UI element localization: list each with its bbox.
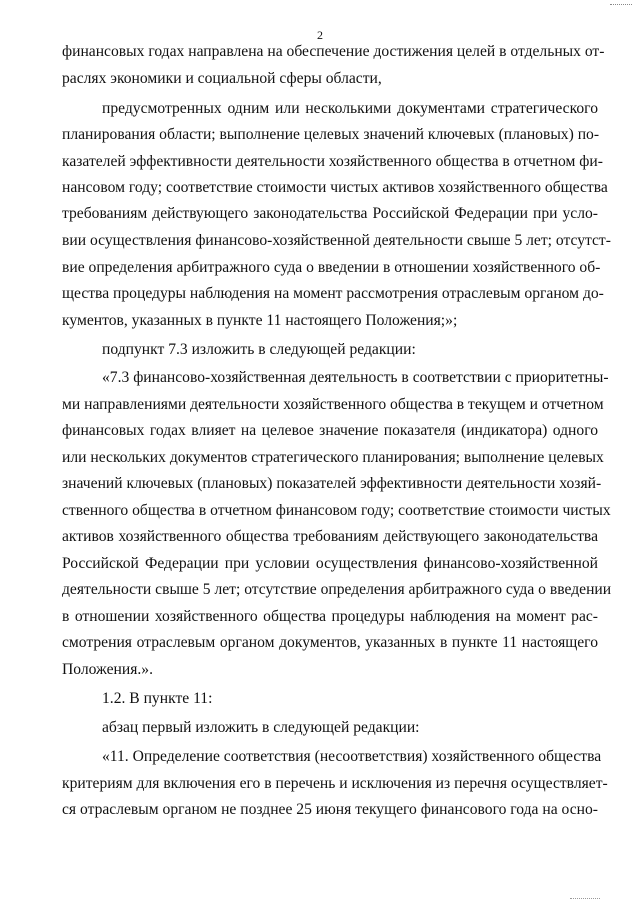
scan-bottom-mark [570, 894, 600, 899]
text-line: «11. Определение соответствия (несоответствия) хозяйственного общества [102, 748, 602, 765]
text-line: финансовых годах направлена на обеспечение достижения целей в отдельных от- [62, 43, 605, 60]
text-line: абзац первый изложить в следующей редакции: [102, 719, 420, 736]
text-line: вие определения арбитражного суда о введении в отношении хозяйственного об- [62, 259, 601, 276]
text-line: нансовом году; соответствие стоимости чистых активов хозяйственного общества [62, 179, 608, 196]
text-line: или нескольких документов стратегического планирования; выполнение целевых [62, 449, 604, 466]
scan-corner-mark [610, 0, 632, 5]
text-line: ся отраслевым органом не позднее 25 июня текущего финансового года на осно- [62, 801, 598, 818]
text-line: в отношении хозяйственного общества процедуры наблюдения на момент рас- [62, 608, 598, 625]
text-line: финансовых годах влияет на целевое значение показателя (индикатора) одного [62, 422, 598, 439]
text-line: требованиям действующего законодательства Российской Федерации при усло- [62, 205, 598, 222]
text-line: активов хозяйственного общества требованиям действующего законодательства [62, 528, 598, 545]
text-line: смотрения отраслевым органом документов, указанных в пункте 11 настоящего [62, 634, 598, 651]
text-line: казателей эффективности деятельности хозяйственного общества в отчетном фи- [62, 153, 603, 170]
text-line: «7.3 финансово-хозяйственная деятельность в соответствии с приоритетны- [102, 369, 609, 386]
text-line: критериям для включения его в перечень и исключения из перечня осуществляет- [62, 775, 608, 792]
text-line: Российской Федерации при условии осуществления финансово-хозяйственной [62, 555, 598, 572]
text-line: кументов, указанных в пункте 11 настоящего Положения;»; [62, 312, 458, 329]
text-line: щества процедуры наблюдения на момент рассмотрения отраслевым органом до- [62, 285, 604, 302]
text-line: значений ключевых (плановых) показателей эффективности деятельности хозяй- [62, 475, 602, 492]
text-line: планирования области; выполнение целевых значений ключевых (плановых) по- [62, 126, 600, 143]
text-line: ственного общества в отчетном финансовом году; соответствие стоимости чистых [62, 502, 611, 519]
text-line: раслях экономики и социальной сферы области, [62, 70, 382, 87]
text-line: деятельности свыше 5 лет; отсутствие определения арбитражного суда о введении [62, 581, 612, 598]
text-line: предусмотренных одним или несколькими документами стратегического [102, 100, 598, 117]
text-line: вии осуществления финансово-хозяйственной деятельности свыше 5 лет; отсутст- [62, 232, 611, 249]
text-line: Положения.». [62, 661, 153, 678]
text-line: подпункт 7.3 изложить в следующей редакции: [102, 341, 416, 358]
text-line: 1.2. В пункте 11: [102, 690, 213, 707]
text-line: ми направлениями деятельности хозяйственного общества в текущем и отчетном [62, 396, 604, 413]
page-number: 2 [317, 28, 323, 42]
